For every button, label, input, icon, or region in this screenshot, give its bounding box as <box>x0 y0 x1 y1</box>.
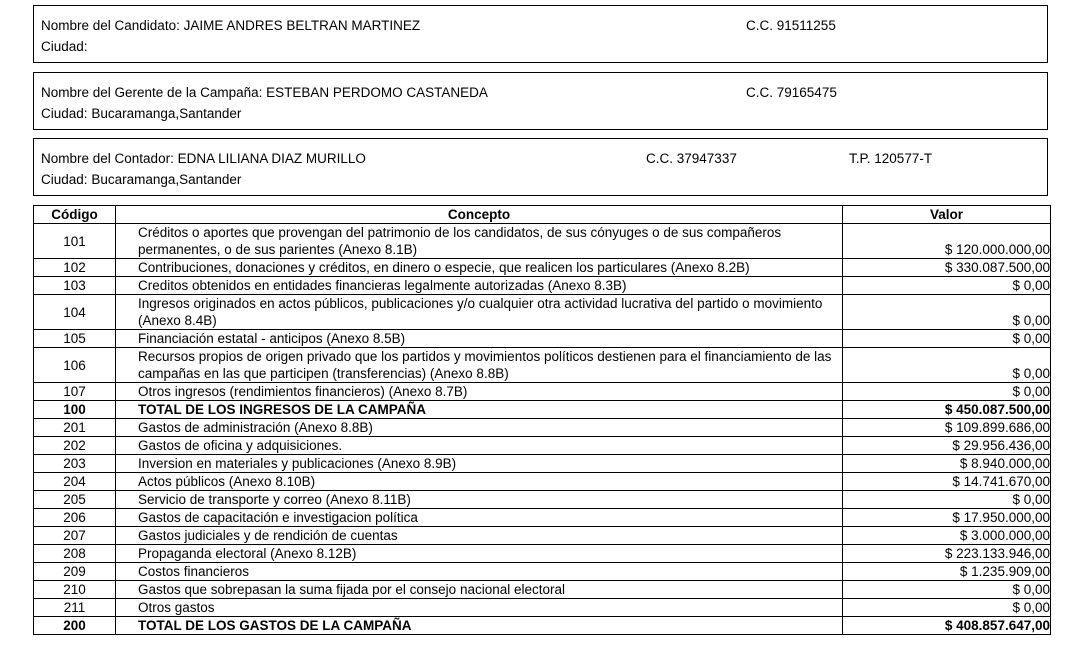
codigo-cell: 203 <box>34 455 116 473</box>
codigo-cell: 206 <box>34 509 116 527</box>
table-row <box>34 277 1051 295</box>
valor-cell: $ 3.000.000,00 <box>843 527 1051 545</box>
codigo-cell: 101 <box>34 224 116 259</box>
table-row <box>34 455 1051 473</box>
codigo-cell: 200 <box>34 617 116 635</box>
manager-cc-label: C.C. <box>746 85 773 100</box>
manager-name: ESTEBAN PERDOMO CASTANEDA <box>266 85 488 100</box>
concepto-cell: Costos financieros <box>116 563 843 581</box>
candidate-cc-number: 91511255 <box>776 18 836 33</box>
total-row <box>34 401 1051 419</box>
table-row <box>34 224 1051 259</box>
codigo-cell: 105 <box>34 330 116 348</box>
concepto-cell: Servicio de transporte y correo (Anexo 8.11B) <box>116 491 843 509</box>
campaign-finance-table <box>33 205 1051 635</box>
valor-cell: $ 1.235.909,00 <box>843 563 1051 581</box>
codigo-cell: 207 <box>34 527 116 545</box>
concepto-cell: Creditos obtenidos en entidades financieras legalmente autorizadas (Anexo 8.3B) <box>116 277 843 295</box>
candidate-cc <box>746 18 836 33</box>
concepto-cell: Actos públicos (Anexo 8.10B) <box>116 473 843 491</box>
table-row <box>34 509 1051 527</box>
valor-cell: $ 330.087.500,00 <box>843 259 1051 277</box>
concepto-cell: Créditos o aportes que provengan del patrimonio de los candidatos, de sus cónyuges o de sus compañeros permanentes, o de sus parientes (Anexo 8.1B) <box>116 224 843 259</box>
codigo-cell: 100 <box>34 401 116 419</box>
valor-cell: $ 0,00 <box>843 383 1051 401</box>
candidate-name-label: Nombre del Candidato: <box>41 18 180 33</box>
concepto-cell: Recursos propios de origen privado que los partidos y movimientos políticos destienen para el financiamiento de las campañas en las que participen (transferencias) (Anexo 8.8B) <box>116 348 843 383</box>
accountant-tp <box>849 151 932 166</box>
concepto-cell: Propaganda electoral (Anexo 8.12B) <box>116 545 843 563</box>
codigo-cell: 209 <box>34 563 116 581</box>
table-row <box>34 491 1051 509</box>
candidate-city-label: Ciudad: <box>41 39 88 54</box>
valor-cell: $ 29.956.436,00 <box>843 437 1051 455</box>
table-row <box>34 330 1051 348</box>
concepto-cell: TOTAL DE LOS INGRESOS DE LA CAMPAÑA <box>116 401 843 419</box>
valor-cell: $ 0,00 <box>843 491 1051 509</box>
concepto-cell: Otros gastos <box>116 599 843 617</box>
manager-cc-number: 79165475 <box>776 85 837 100</box>
accountant-city-line <box>41 172 241 187</box>
concepto-cell: Gastos de capacitación e investigacion política <box>116 509 843 527</box>
valor-cell: $ 14.741.670,00 <box>843 473 1051 491</box>
codigo-cell: 102 <box>34 259 116 277</box>
table-row <box>34 383 1051 401</box>
valor-cell: $ 223.133.946,00 <box>843 545 1051 563</box>
valor-cell: $ 0,00 <box>843 599 1051 617</box>
valor-cell: $ 8.940.000,00 <box>843 455 1051 473</box>
valor-cell: $ 0,00 <box>843 330 1051 348</box>
table-row <box>34 527 1051 545</box>
candidate-info-box <box>33 5 1048 63</box>
concepto-cell: TOTAL DE LOS GASTOS DE LA CAMPAÑA <box>116 617 843 635</box>
accountant-name-label: Nombre del Contador: <box>41 151 174 166</box>
accountant-city-label: Ciudad: <box>41 172 88 187</box>
total-row <box>34 617 1051 635</box>
codigo-cell: 205 <box>34 491 116 509</box>
codigo-cell: 106 <box>34 348 116 383</box>
concepto-cell: Gastos de oficina y adquisiciones. <box>116 437 843 455</box>
concepto-cell: Inversion en materiales y publicaciones (Anexo 8.9B) <box>116 455 843 473</box>
table-row <box>34 473 1051 491</box>
accountant-info-box <box>33 138 1048 196</box>
concepto-cell: Contribuciones, donaciones y créditos, en dinero o especie, que realicen los particulares (Anexo 8.2B) <box>116 259 843 277</box>
valor-cell: $ 0,00 <box>843 277 1051 295</box>
codigo-cell: 104 <box>34 295 116 330</box>
table-row <box>34 295 1051 330</box>
header-concepto: Concepto <box>116 206 843 224</box>
table-body <box>34 224 1051 635</box>
table-row <box>34 437 1051 455</box>
valor-cell: $ 408.857.647,00 <box>843 617 1051 635</box>
codigo-cell: 211 <box>34 599 116 617</box>
accountant-tp-label: T.P. <box>849 151 871 166</box>
concepto-cell: Gastos que sobrepasan la suma fijada por el consejo nacional electoral <box>116 581 843 599</box>
accountant-name: EDNA LILIANA DIAZ MURILLO <box>177 151 366 166</box>
valor-cell: $ 0,00 <box>843 581 1051 599</box>
candidate-name-line <box>41 18 420 33</box>
table-row <box>34 259 1051 277</box>
valor-cell: $ 0,00 <box>843 348 1051 383</box>
valor-cell: $ 109.899.686,00 <box>843 419 1051 437</box>
header-codigo: Código <box>34 206 116 224</box>
accountant-city: Bucaramanga,Santander <box>91 172 242 187</box>
accountant-tp-number: 120577-T <box>874 151 933 166</box>
codigo-cell: 204 <box>34 473 116 491</box>
concepto-cell: Otros ingresos (rendimientos financieros) (Anexo 8.7B) <box>116 383 843 401</box>
header-valor: Valor <box>843 206 1051 224</box>
valor-cell: $ 120.000.000,00 <box>843 224 1051 259</box>
codigo-cell: 107 <box>34 383 116 401</box>
manager-city-label: Ciudad: <box>41 106 88 121</box>
table-row <box>34 599 1051 617</box>
table-header-row <box>34 206 1051 224</box>
codigo-cell: 201 <box>34 419 116 437</box>
codigo-cell: 202 <box>34 437 116 455</box>
candidate-name: JAIME ANDRES BELTRAN MARTINEZ <box>183 18 421 33</box>
concepto-cell: Gastos de administración (Anexo 8.8B) <box>116 419 843 437</box>
table-row <box>34 545 1051 563</box>
valor-cell: $ 17.950.000,00 <box>843 509 1051 527</box>
accountant-name-line <box>41 151 366 166</box>
manager-cc <box>746 85 837 100</box>
accountant-cc-label: C.C. <box>646 151 673 166</box>
manager-city: Bucaramanga,Santander <box>91 106 242 121</box>
manager-name-line <box>41 85 488 100</box>
candidate-cc-label: C.C. <box>746 18 773 33</box>
concepto-cell: Financiación estatal - anticipos (Anexo 8.5B) <box>116 330 843 348</box>
codigo-cell: 208 <box>34 545 116 563</box>
concepto-cell: Ingresos originados en actos públicos, publicaciones y/o cualquier otra actividad lucrativa del partido o movimiento (Anexo 8.4B) <box>116 295 843 330</box>
concepto-cell: Gastos judiciales y de rendición de cuentas <box>116 527 843 545</box>
table-row <box>34 563 1051 581</box>
manager-city-line <box>41 106 241 121</box>
table-row <box>34 419 1051 437</box>
accountant-cc-number: 37947337 <box>676 151 737 166</box>
accountant-cc <box>646 151 737 166</box>
valor-cell: $ 0,00 <box>843 295 1051 330</box>
table-row <box>34 348 1051 383</box>
codigo-cell: 210 <box>34 581 116 599</box>
manager-info-box <box>33 72 1048 130</box>
candidate-city-line <box>41 39 88 54</box>
table-row <box>34 581 1051 599</box>
valor-cell: $ 450.087.500,00 <box>843 401 1051 419</box>
codigo-cell: 103 <box>34 277 116 295</box>
manager-name-label: Nombre del Gerente de la Campaña: <box>41 85 263 100</box>
